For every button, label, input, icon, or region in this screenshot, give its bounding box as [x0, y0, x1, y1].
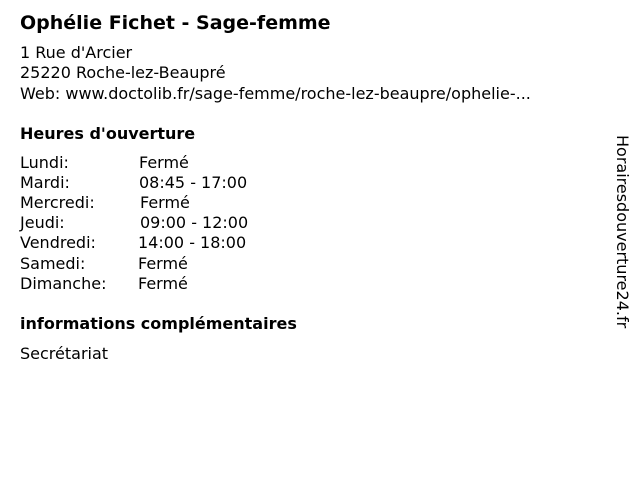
- address-city: 25220 Roche-lez-Beaupré: [20, 63, 226, 82]
- hours-row-monday: [20, 153, 440, 173]
- hours-row-wednesday: [20, 193, 440, 213]
- day-label: Mardi:: [20, 173, 70, 192]
- day-label: Dimanche:: [20, 274, 107, 293]
- site-watermark: Horairesdouverture24.fr: [613, 135, 632, 329]
- additional-info-text: Secrétariat: [20, 344, 109, 363]
- address-street: 1 Rue d'Arcier: [20, 43, 133, 62]
- hours-row-sunday: [20, 274, 440, 294]
- day-label: Vendredi:: [20, 233, 96, 252]
- page-title: Ophélie Fichet - Sage-femme: [20, 12, 331, 34]
- opening-hours-heading: Heures d'ouverture: [20, 124, 196, 143]
- hours-value: 14:00 - 18:00: [138, 233, 247, 252]
- hours-value: Fermé: [140, 193, 190, 212]
- hours-row-saturday: [20, 254, 440, 274]
- hours-row-thursday: [20, 213, 440, 233]
- hours-row-friday: [20, 233, 440, 253]
- website-link[interactable]: Web: www.doctolib.fr/sage-femme/roche-lez-beaupre/ophelie-...: [20, 84, 531, 103]
- hours-value: 08:45 - 17:00: [139, 173, 248, 192]
- day-label: Lundi:: [20, 153, 69, 172]
- hours-value: Fermé: [138, 254, 188, 273]
- day-label: Jeudi:: [20, 213, 65, 232]
- day-label: Mercredi:: [20, 193, 95, 212]
- hours-value: 09:00 - 12:00: [140, 213, 249, 232]
- hours-value: Fermé: [139, 153, 189, 172]
- day-label: Samedi:: [20, 254, 86, 273]
- hours-row-tuesday: [20, 173, 440, 193]
- additional-info-heading: informations complémentaires: [20, 314, 297, 333]
- hours-value: Fermé: [138, 274, 188, 293]
